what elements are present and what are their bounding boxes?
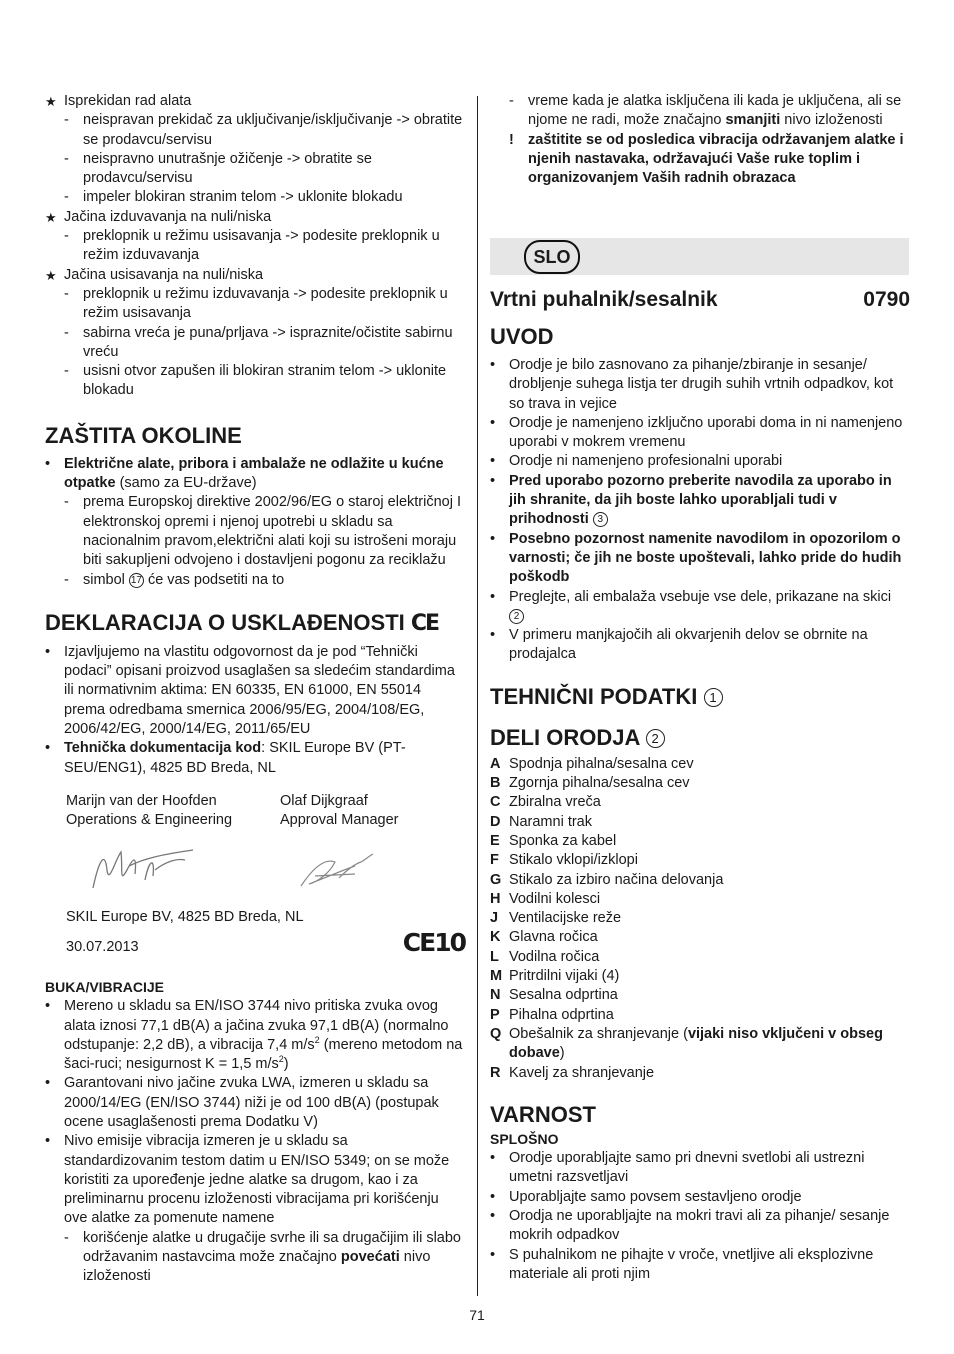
section-heading-tech	[490, 684, 910, 710]
part-letter: E	[490, 832, 500, 849]
list-item	[490, 832, 910, 851]
part-letter: G	[490, 871, 502, 888]
part-letter: B	[490, 775, 501, 792]
list-item: • V primeru manjkajočih ali okvarjenih delov se obrnite na prodajalca	[490, 626, 910, 665]
part-name: Pritrdilni vijaki (4)	[509, 968, 620, 985]
part-name: Naramni trak	[509, 813, 592, 830]
part-letter: D	[490, 813, 501, 830]
part-name: Glavna ročica	[509, 929, 598, 946]
text: Obešalnik za shranjevanje (	[509, 1025, 688, 1042]
part-letter: M	[490, 968, 503, 985]
bold-text: smanjiti	[725, 112, 781, 129]
list-item	[490, 890, 910, 909]
bold-text: povećati	[340, 1249, 400, 1266]
list-item: • Orodje ni namenjeno profesionalni uporabi	[490, 452, 910, 471]
bold-text: Električne alate, pribora i ambalaže ne odlažite u kućne otpatke	[64, 455, 444, 492]
part-name: Sesalna odprtina	[509, 987, 618, 1004]
text: korišćenje alatke u drugačije svrhe ili sa drugačijim ili slabo održavanim nastavcima može značajno	[83, 1229, 461, 1266]
text: Kavelj za shranjevanje	[509, 1064, 655, 1081]
list-item: • Nivo emisije vibracija izmeren je u skladu sa standardizovanim testom datim u EN/ISO 5349; on se može koristiti za upoređenje jedne alatke sa drugom, kao i za preliminarnu procenu izloženosti vibracijama pri korišćenju ove alatke za pomenute namene	[45, 1132, 465, 1228]
fault-title: ★ Jačina izduvavanja na nuli/niska	[45, 208, 465, 227]
list-item	[490, 793, 910, 812]
text: Preglejte, ali embalaža vsebuje vse dele, prikazane na skici	[509, 588, 892, 605]
part-letter: L	[490, 948, 499, 965]
list-item: - preklopnik u režimu izduvavanja -> podesite preklopnik u režim usisavanja	[45, 285, 465, 324]
part-letter: R	[490, 1064, 501, 1081]
part-letter: Q	[490, 1025, 502, 1042]
column-divider	[477, 96, 478, 1296]
text: će vas podsetiti na to	[143, 571, 285, 588]
text: Mereno u skladu sa EN/ISO 3744 nivo pritiska zvuka ovog alata iznosi 77,1 dB(A) a jačina zvuka 97,1 dB(A) (normalno odstupanje: 2,2 dB), a vibracija 7,4 m/s	[64, 998, 449, 1053]
part-name: Zbiralna vreča	[509, 794, 601, 811]
ce10-mark-icon: CE10	[402, 927, 465, 957]
product-code: 0790	[863, 288, 910, 311]
list-item	[490, 588, 910, 627]
list-item	[490, 92, 910, 131]
text: (samo za EU-države)	[115, 475, 257, 492]
list-item	[490, 851, 910, 870]
text: (mereno metodom na šaci-ruci; nesigurnost K = 1,5 m/s	[64, 1036, 463, 1073]
list-item	[45, 997, 465, 1074]
ce-mark-icon: CE	[410, 610, 439, 636]
signatory-title: Approval Manager	[280, 812, 399, 829]
text: simbol	[83, 571, 129, 588]
part-name: Stikalo vklopi/izklopi	[509, 852, 638, 869]
fault-title: ★ Isprekidan rad alata	[45, 92, 465, 111]
fault-title: ★ Jačina usisavanja na nuli/niska	[45, 266, 465, 285]
declaration-date: 30.07.2013	[66, 938, 139, 955]
list-item	[490, 871, 910, 890]
signatory-1	[66, 792, 232, 831]
part-letter: N	[490, 987, 501, 1004]
list-item	[490, 1064, 910, 1083]
part-name: Pihalna odprtina	[509, 1006, 614, 1023]
company-address: SKIL Europe BV, 4825 BD Breda, NL	[66, 908, 304, 925]
list-item	[490, 928, 910, 947]
part-name: Ventilacijske reže	[509, 910, 622, 927]
bold-text: Tehnička dokumentacija kod	[64, 740, 262, 757]
section-heading-uvod: UVOD	[490, 324, 554, 349]
heading-text: DEKLARACIJA O USKLAĐENOSTI	[45, 609, 405, 635]
section-heading-parts	[490, 725, 910, 751]
signature-1-image	[85, 840, 200, 900]
list-item	[490, 909, 910, 928]
text: nivo izloženosti	[83, 1249, 431, 1285]
signatory-name: Olaf Dijkgraaf	[280, 792, 368, 809]
part-name: Zgornja pihalna/sesalna cev	[509, 775, 690, 792]
list-item: - neispravno unutrašnje ožičenje -> obratite se prodavcu/servisu	[45, 150, 465, 189]
list-item: • S puhalnikom ne pihajte v vroče, vnetljive ali eksplozivne materiale ali proti njim	[490, 1246, 910, 1285]
list-item	[490, 967, 910, 986]
signature-2-image	[295, 848, 380, 898]
text: vreme kada je alatka isključena ili kada je uključena, ali se njome ne radi, može značajno	[528, 93, 902, 129]
text: nivo izloženosti	[780, 112, 883, 129]
part-letter: K	[490, 929, 501, 946]
part-letter: J	[490, 910, 499, 927]
section-heading-safety: VARNOST	[490, 1101, 596, 1127]
page-number: 71	[469, 1307, 485, 1323]
list-item	[490, 530, 910, 588]
superscript: 2	[278, 1054, 284, 1065]
right-column-body	[490, 324, 910, 1284]
list-item	[490, 813, 910, 832]
subsection-heading-general: SPLOŠNO	[490, 1130, 559, 1147]
list-item: - neispravan prekidač za uključivanje/isključivanje -> obratite se prodavcu/servisu	[45, 111, 465, 150]
signatory-2	[280, 792, 399, 831]
text: : SKIL Europe BV (PT-SEU/ENG1), 4825 BD Breda, NL	[64, 740, 406, 776]
list-item: - impeler blokiran stranim telom -> uklonite blokadu	[45, 188, 465, 207]
list-item: • Izjavljujemo na vlastitu odgovornost da je pod “Tehnički podaci” opisani proizvod usaglašen sa sledećim standardima ili normativnim aktima: EN 60335, EN 61000, EN 55014 prema odredbama smernica 2006/95/EG, 2004/108/EG, 2006/42/EG, 2000/14/EG, 2011/65/EU	[45, 643, 465, 739]
list-item	[490, 1025, 910, 1064]
list-item: • Orodje je namenjeno izključno uporabi doma in ni namenjeno uporabi v mokrem vremenu	[490, 414, 910, 453]
signatory-name: Marijn van der Hoofden	[66, 792, 217, 809]
bold-text: Posebno pozornost namenite navodilom in opozorilom o varnosti; če jih ne boste upoštevali, lahko pride do hudih poškodb	[509, 530, 902, 586]
language-bar	[490, 238, 909, 275]
bold-text: vijaki niso vključeni v obseg dobave	[509, 1025, 883, 1062]
symbol-reference-icon: 17	[130, 574, 142, 586]
figure-reference-icon: 2	[509, 609, 524, 624]
part-name: Vodilna ročica	[509, 948, 600, 965]
part-letter: P	[490, 1006, 500, 1023]
left-column	[45, 92, 465, 1287]
product-title-row	[490, 287, 910, 313]
list-item: • Orodje uporabljajte samo pri dnevni svetlobi ali ustrezni umetni razsvetljavi	[490, 1149, 910, 1188]
list-item: - sabirna vreća je puna/prljava -> ispraznite/očistite sabirnu vreću	[45, 324, 465, 363]
list-item	[45, 571, 465, 590]
figure-reference-icon: 3	[593, 512, 608, 527]
signature-block	[45, 778, 465, 978]
heading-text: TEHNIČNI PODATKI	[490, 683, 698, 709]
figure-reference-icon: 2	[646, 729, 665, 748]
list-item	[45, 1229, 465, 1287]
section-heading-environment: ZAŠTITA OKOLINE	[45, 422, 242, 448]
part-name: Spodnja pihalna/sesalna cev	[509, 755, 694, 772]
list-item: • Orodje je bilo zasnovano za pihanje/zbiranje in sesanje/ drobljenje suhega listja ter drugih suhih vrtnih odpadkov, kot so trava in vejice	[490, 356, 910, 414]
section-heading-declaration	[45, 610, 465, 637]
part-letter: H	[490, 890, 501, 907]
list-item: • Uporabljajte samo povsem sestavljeno orodje	[490, 1188, 910, 1207]
part-letter: A	[490, 755, 501, 772]
heading-text: DELI ORODJA	[490, 724, 640, 750]
list-item: - usisni otvor zapušen ili blokiran stranim telom -> uklonite blokadu	[45, 362, 465, 401]
warning-item: ! zaštitite se od posledica vibracija održavanjem alatke i njenih nastavaka, održavajući Vaše ruke toplim i organizovanjem Vaših radnih obrazaca	[490, 131, 910, 189]
list-item: - prema Europskoj direktive 2002/96/EG o staroj električnoj I elektronskoj opremi i njenoj upotrebi u skladu sa nacionalnim pravom,električni alati koji su istrošeni moraju biti sakupljeni odvojeno i dostavljeni pogonu za reciklažu	[45, 493, 465, 570]
part-name: Vodilni kolesci	[509, 890, 601, 907]
text: )	[283, 1056, 289, 1073]
list-item	[45, 739, 465, 778]
text: )	[559, 1045, 565, 1062]
subsection-heading-noise: BUKA/VIBRACIJE	[45, 978, 165, 995]
figure-reference-icon: 1	[704, 688, 723, 707]
list-item: • Garantovani nivo jačine zvuka LWA, izmeren u skladu sa 2000/14/EG (EN/ISO 3744) niži je od 100 dB(A) (postupak ocene usaglašenosti prema Dodatku V)	[45, 1074, 465, 1132]
superscript: 2	[314, 1034, 320, 1045]
list-item	[490, 948, 910, 967]
part-name: Sponka za kabel	[509, 832, 617, 849]
part-letter: C	[490, 794, 501, 811]
list-item	[490, 986, 910, 1005]
list-item	[490, 755, 910, 774]
list-item: • Orodja ne uporabljajte na mokri travi ali za pihanje/ sesanje mokrih odpadkov	[490, 1207, 910, 1246]
list-item	[490, 1006, 910, 1025]
part-name: Stikalo za izbiro načina delovanja	[509, 871, 724, 888]
part-letter: F	[490, 852, 499, 869]
list-item	[45, 455, 465, 494]
list-item	[490, 774, 910, 793]
product-title: Vrtni puhalnik/sesalnik	[490, 288, 718, 311]
list-item: - preklopnik u režimu usisavanja -> podesite preklopnik u režim izduvavanja	[45, 227, 465, 266]
signatory-title: Operations & Engineering	[66, 812, 233, 829]
bold-text: Pred uporabo pozorno preberite navodila za uporabo in jih shranite, da jih boste lahko uporabljali tudi v prihodnosti	[509, 472, 892, 528]
list-item	[490, 472, 910, 530]
parts-list	[490, 755, 910, 1025]
language-badge: SLO	[524, 240, 580, 274]
